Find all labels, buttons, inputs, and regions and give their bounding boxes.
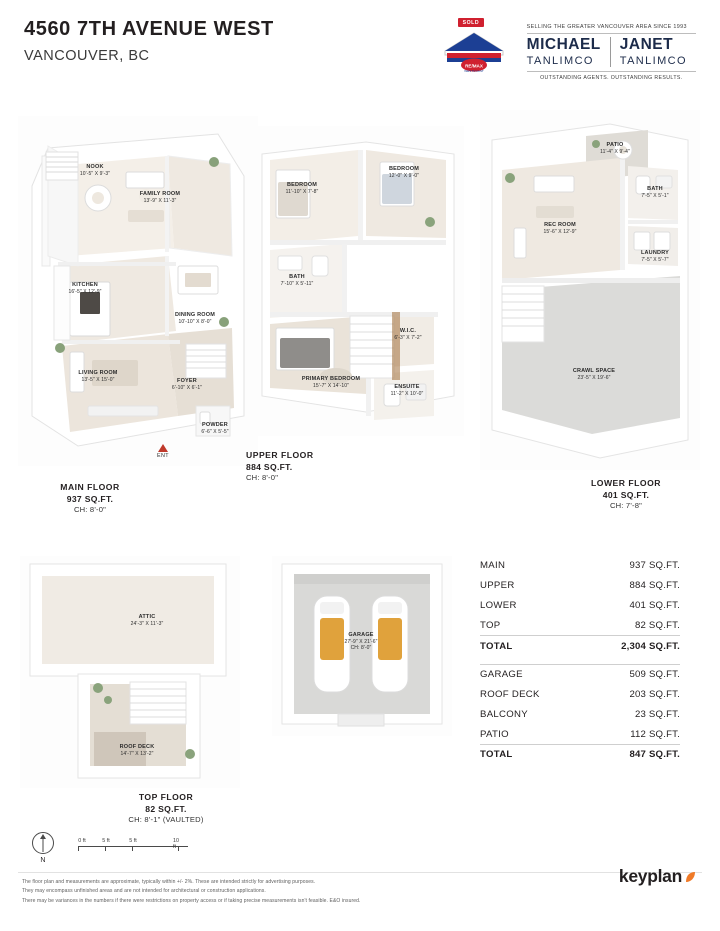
remax-logo — [431, 18, 517, 82]
north-arrow — [26, 832, 60, 874]
disclaimer-line-1: The floor plan and measurements are approximate, typically within +/- 2%. These are intended strictly for advertising purposes. — [22, 879, 316, 885]
summary-label: GARAGE — [480, 669, 523, 681]
room-kitchen: KITCHEN 16'-5" X 12'-9" — [68, 282, 102, 295]
top-floor-artwork — [20, 556, 240, 788]
top-floor-title: TOP FLOOR — [138, 792, 194, 802]
top-floor-ceiling: CH: 8'-1" (VAULTED) — [128, 815, 204, 825]
upper-floor-plan — [254, 126, 464, 436]
lower-floor-svg — [480, 110, 700, 470]
page-header — [24, 18, 696, 88]
summary-row-balcony — [480, 704, 680, 724]
scale-tick-3: 10 ft — [173, 838, 179, 850]
main-floor-ceiling: CH: 8'-0" — [73, 505, 107, 515]
summary-label: LOWER — [480, 599, 517, 611]
agent-names-block — [527, 18, 696, 81]
upper-floor-ceiling: CH: 8'-0" — [246, 473, 279, 483]
north-label: N — [40, 857, 46, 864]
agent-2 — [611, 37, 696, 67]
room-living-room: LIVING ROOM 13'-5" X 15'-0" — [78, 370, 118, 383]
summary-row-total-living — [480, 635, 680, 656]
room-ensuite: ENSUITE 11'-2" X 10'-0" — [390, 384, 424, 397]
lower-floor-label — [556, 478, 696, 511]
lower-floor-plan — [480, 110, 700, 470]
brand-tagline: SELLING THE GREATER VANCOUVER AREA SINCE 1993 — [527, 24, 696, 34]
upper-floor-label — [246, 450, 396, 483]
footer-divider — [18, 872, 702, 873]
lower-floor-title: LOWER FLOOR — [591, 478, 661, 488]
main-floor-area: 937 SQ.FT. — [66, 493, 114, 504]
summary-value: 884 SQ.FT. — [629, 580, 680, 592]
svg-text:WESTCOAST: WESTCOAST — [463, 69, 484, 73]
disclaimer-line-2: They may encompass unfinished areas and are not intended for architectural or construction applications. — [22, 888, 266, 895]
upper-floor-area: 884 SQ.FT. — [246, 461, 293, 472]
room-patio: PATIO 11'-4" X 9'-4" — [600, 142, 630, 155]
compass-icon — [32, 832, 54, 854]
room-family-room: FAMILY ROOM 13'-9" X 11'-3" — [139, 191, 181, 204]
summary-row-patio — [480, 724, 680, 744]
room-primary-bedroom: PRIMARY BEDROOM 15'-7" X 14'-10" — [301, 376, 361, 389]
room-lower-bath: BATH 7'-5" X 5'-1" — [641, 186, 669, 199]
keyplan-logo — [619, 866, 696, 887]
room-laundry: LAUNDRY 7'-5" X 5'-7" — [640, 250, 670, 263]
summary-label: BALCONY — [480, 708, 528, 720]
summary-value: 937 SQ.FT. — [629, 560, 680, 572]
room-rec-room: REC ROOM 15'-6" X 12'-9" — [543, 222, 577, 235]
room-foyer: FOYER 6'-10" X 6'-1" — [171, 378, 203, 391]
summary-row-top — [480, 615, 680, 635]
summary-value: 401 SQ.FT. — [629, 599, 680, 611]
room-bedroom-1: BEDROOM 11'-10" X 7'-8" — [285, 182, 319, 195]
main-floor-label — [20, 482, 160, 515]
upper-floor-svg — [254, 126, 464, 436]
summary-value: 847 SQ.FT. — [629, 749, 680, 761]
top-floor-label — [96, 792, 236, 825]
garage-artwork — [272, 556, 452, 736]
upper-floor-title: UPPER FLOOR — [246, 450, 314, 460]
summary-row-roof-deck — [480, 685, 680, 705]
remax-balloon-icon — [441, 27, 507, 73]
room-roof-deck: ROOF DECK 14'-7" X 13'-2" — [119, 744, 155, 757]
svg-text:RE/MAX: RE/MAX — [464, 63, 483, 69]
agent-2-last-name: TANLIMCO — [619, 54, 687, 67]
top-floor-plan — [20, 556, 240, 788]
lower-floor-ceiling: CH: 7'-8" — [609, 501, 643, 511]
top-floor-area: 82 SQ.FT. — [145, 803, 187, 814]
agent-1-last-name: TANLIMCO — [526, 54, 594, 67]
agent-1 — [527, 37, 610, 67]
room-crawl-space: CRAWL SPACE 23'-5" X 19'-6" — [572, 368, 616, 381]
room-nook: NOOK 10'-5" X 9'-3" — [79, 164, 111, 177]
brand-subtagline: OUTSTANDING AGENTS. OUTSTANDING RESULTS. — [527, 71, 696, 81]
disclaimer-text — [22, 878, 462, 906]
summary-row-lower — [480, 596, 680, 616]
scale-line — [78, 846, 188, 847]
entrance-arrow-icon — [158, 444, 168, 452]
summary-value: 2,304 SQ.FT. — [621, 640, 680, 652]
agent-1-first-name: MICHAEL — [526, 36, 601, 53]
garage-svg — [272, 556, 452, 736]
disclaimer-line-3: There may be variances in the numbers if there were restrictions on property access or if taking precise measurements isn't feasible. E&O insured. — [22, 897, 361, 904]
main-floor-svg — [18, 116, 258, 466]
summary-value: 23 SQ.FT. — [635, 708, 680, 720]
room-attic: ATTIC 24'-3" X 11'-3" — [130, 614, 164, 627]
keyplan-wordmark: keyplan — [618, 866, 682, 886]
upper-floor-artwork — [254, 126, 464, 436]
scale-tick-0: 0 ft — [78, 838, 86, 844]
keyplan-leaf-icon — [685, 871, 696, 883]
summary-label: TOP — [480, 619, 501, 631]
top-floor-svg — [20, 556, 240, 788]
summary-label: TOTAL — [480, 640, 513, 652]
entrance-label: ENT — [157, 453, 169, 459]
summary-row-main — [480, 556, 680, 576]
brand-logo — [431, 18, 696, 82]
lower-floor-area: 401 SQ.FT. — [602, 489, 650, 500]
summary-label: TOTAL — [480, 749, 513, 761]
scale-bar — [78, 838, 188, 850]
main-floor-plan — [18, 116, 258, 466]
summary-row-garage — [480, 664, 680, 685]
summary-value: 203 SQ.FT. — [629, 689, 680, 701]
page-subtitle: VANCOUVER, BC — [24, 48, 150, 64]
summary-value: 112 SQ.FT. — [630, 728, 680, 740]
summary-row-upper — [480, 576, 680, 596]
page-title: 4560 7TH AVENUE WEST — [24, 18, 274, 40]
summary-value: 509 SQ.FT. — [629, 669, 680, 681]
summary-label: PATIO — [480, 728, 509, 740]
main-floor-artwork — [18, 116, 258, 466]
summary-row-total-other — [480, 744, 680, 765]
room-wic: W.I.C. 6'-3" X 7'-2" — [394, 328, 422, 341]
room-bath: BATH 7'-10" X 5'-11" — [280, 274, 314, 287]
lower-floor-artwork — [480, 110, 700, 470]
room-powder: POWDER 6'-6" X 5'-5" — [201, 422, 229, 435]
area-summary-table — [480, 556, 680, 765]
room-bedroom-2: BEDROOM 12'-0" X 9'-0" — [388, 166, 420, 179]
scale-tick-2: 5 ft — [129, 838, 137, 844]
main-floor-title: MAIN FLOOR — [60, 482, 120, 492]
scale-tick-1: 5 ft — [102, 838, 110, 844]
agent-2-first-name: JANET — [619, 36, 674, 53]
summary-label: ROOF DECK — [480, 689, 540, 701]
summary-value: 82 SQ.FT. — [635, 619, 680, 631]
entrance-marker — [146, 444, 180, 459]
garage-plan — [272, 556, 452, 736]
room-garage: GARAGE 27'-9" X 21'-6" CH: 8'-0" — [344, 632, 378, 652]
summary-label: UPPER — [480, 580, 515, 592]
summary-label: MAIN — [480, 560, 506, 572]
sold-badge: SOLD — [458, 18, 484, 27]
room-dining-room: DINING ROOM 10'-10" X 8'-0" — [174, 312, 216, 325]
